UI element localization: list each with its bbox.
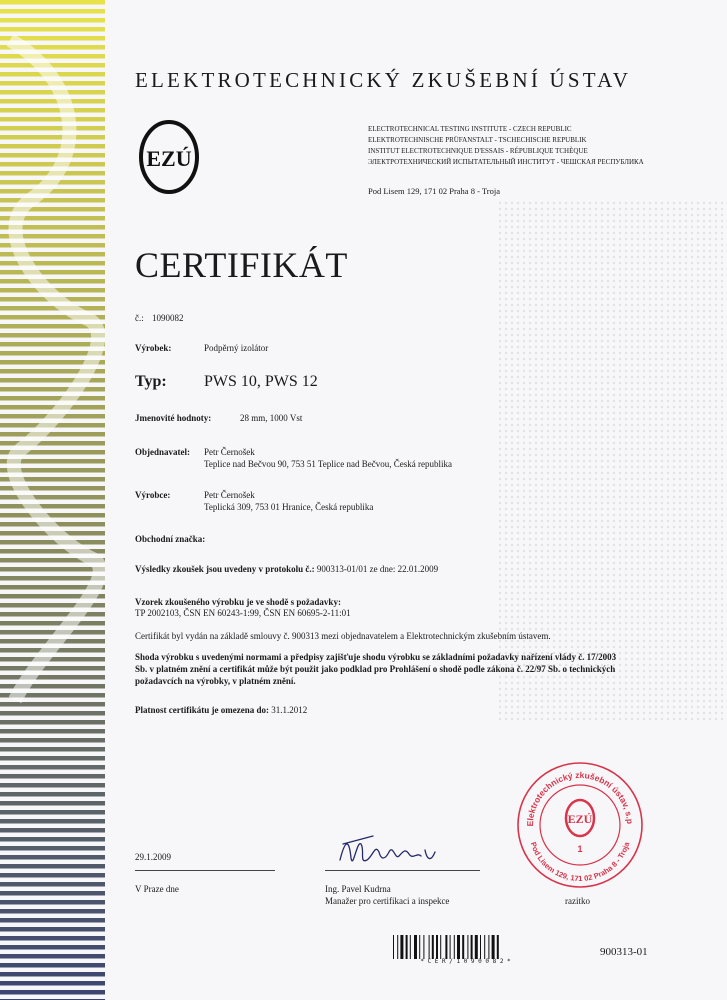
ezu-logo-text: EZÚ [146,146,192,171]
product-value: Podpěrný izolátor [204,343,269,353]
stripe [0,819,105,824]
ezu-logo-icon [138,118,200,196]
barcode-bar [497,935,499,959]
barcode-bar [462,935,464,959]
conformity-line: Shoda výrobku s uvedenými normami a předpisy zajišťuje shodu výrobku se základními požadavky nařízení vlády č. 17/2003 [135,652,617,662]
stripe [0,270,105,275]
institute-address: Pod Lisem 129, 171 02 Praha 8 - Troja [368,186,500,196]
stripe [0,900,105,905]
stripe [0,153,105,158]
stripe [0,945,105,950]
stripe [0,918,105,923]
decorative-stripes [0,0,105,1000]
barcode-bar [414,935,417,959]
customer-address: Teplice nad Bečvou 90, 753 51 Teplice nad Bečvou, Česká republika [204,459,453,469]
stripe [0,117,105,122]
stripe [0,99,105,104]
validity-value: 31.1.2012 [271,705,308,715]
certificate-number-label: č.: [135,313,144,323]
stamp-logo-text: EZÚ [567,812,593,826]
stripe [0,387,105,392]
stripe [0,27,105,32]
manufacturer-address: Teplická 309, 753 01 Hranice, Česká republika [204,502,374,512]
stripe [0,657,105,662]
ratings-value: 28 mm, 1000 Vst [240,413,303,423]
date-line [135,870,275,871]
barcode-bar [488,935,489,959]
certificate-number: 1090082 [152,313,184,323]
barcode-bar [406,935,408,959]
certificate-number-row [135,313,184,323]
barcode-bar [445,935,447,959]
stripe [0,882,105,887]
stamp-label: razitko [565,896,590,906]
institute-name-fr: INSTITUT ELECTROTECHNIQUE D'ESSAIS - RÉPUBLIQUE TCHÈQUE [368,147,588,155]
barcode-text: * C E R / 1 0 9 0 0 8 2 * [420,958,511,965]
stripe [0,774,105,779]
certificate-title: CERTIFIKÁT [135,245,348,285]
stripe [0,342,105,347]
barcode-bar [467,935,468,959]
stamp-ring-text-top: Elektrotechnický zkušební ústav, s.p [524,769,636,827]
results-row [135,564,438,574]
customer-label: Objednavatel: [135,447,190,457]
manufacturer-label: Výrobce: [135,490,171,500]
official-stamp [515,760,645,890]
type-label: Typ: [135,373,167,390]
barcode-bar [419,935,420,959]
stamp-number: 1 [577,844,583,854]
place-label: V Praze dne [135,884,179,894]
handwritten-signature [335,830,445,872]
stripe [0,981,105,986]
stripe [0,126,105,131]
stripe [0,576,105,581]
barcode-bar [475,935,478,959]
barcode-bar [471,935,473,959]
stripe [0,729,105,734]
barcode-bar [397,935,398,959]
stripe [0,0,105,5]
barcode-bar [450,935,451,959]
ratings-label: Jmenovité hodnoty: [135,413,212,423]
barcode-bar [484,935,485,959]
stripe [0,801,105,806]
stripe [0,9,105,14]
stripe [0,828,105,833]
sample-value: TP 2002103, ČSN EN 60243-1:99, ČSN EN 60695-2-11:01 [135,608,351,618]
stripe [0,333,105,338]
barcode-bar [436,935,438,959]
institute-name-en: ELECTROTECHNICAL TESTING INSTITUTE - CZECH REPUBLIC [368,125,572,133]
stripe [0,738,105,743]
stripe [0,864,105,869]
issued-text: Certifikát byl vydán na základě smlouvy č. 900313 mezi objednavatelem a Elektrotechnickým zkušebním ústavem. [135,631,551,641]
stripe [0,621,105,626]
stripe [0,162,105,167]
institute-name-de: ELEKTROTECHNISCHE PRÜFANSTALT - TSCHECHISCHE REPUBLIK [368,136,587,144]
stripe [0,873,105,878]
stripe [0,792,105,797]
signer-title: Manažer pro certifikaci a inspekce [325,896,450,906]
type-value: PWS 10, PWS 12 [204,373,318,390]
issue-date: 29.1.2009 [135,852,171,862]
customer-name: Petr Černošek [204,447,255,457]
stripe [0,720,105,725]
barcode-bar [457,935,460,959]
barcode-bar [423,935,424,959]
stripe [0,855,105,860]
conformity-line: požadavcích na výrobky, v platném znění. [135,676,296,686]
stripe [0,954,105,959]
stripe [0,936,105,941]
stripe [0,630,105,635]
stripe [0,135,105,140]
stripe [0,909,105,914]
barcode-bar [492,935,495,959]
barcode-bar [429,935,430,959]
barcode-bar [440,935,441,959]
conformity-line: Sb. v platném znění a certifikát může být použit jako podklad pro Prohlášení o shodě podle zákona č. 22/97 Sb. o technických [135,664,616,674]
stripe [0,513,105,518]
stripe [0,504,105,509]
signature-line [325,870,480,871]
stripe [0,765,105,770]
stripe [0,495,105,500]
conformity-text [135,651,616,687]
stripe [0,666,105,671]
decorative-dot-pattern [497,200,727,720]
stripe [0,198,105,203]
institute-name-ru: ЭЛЕКТРОТЕХНИЧЕСКИЙ ИСПЫТАТЕЛЬНЫЙ ИНСТИТУТ - ЧЕШСКАЯ РЕСПУБЛИКА [368,158,644,166]
stripe [0,261,105,266]
stripe [0,540,105,545]
stripe [0,396,105,401]
stripe [0,279,105,284]
results-label: Výsledky zkoušek jsou uvedeny v protokolu č.: [135,564,315,574]
barcode-bar [393,935,394,959]
stripe [0,972,105,977]
barcode-bar [480,935,481,959]
stripe [0,927,105,932]
stripe [0,675,105,680]
trademark-label: Obchodní značka: [135,534,206,544]
barcode-bar [432,935,434,959]
stripe [0,144,105,149]
stripe [0,837,105,842]
product-label: Výrobek: [135,343,172,353]
stripe [0,567,105,572]
stripe [0,963,105,968]
institute-title: ELEKTROTECHNICKÝ ZKUŠEBNÍ ÚSTAV [135,68,632,92]
results-value: 900313-01/01 ze dne: 22.01.2009 [316,564,439,574]
stripe [0,108,105,113]
stripe [0,990,105,995]
manufacturer-name: Petr Černošek [204,490,255,500]
stripe [0,810,105,815]
stripe [0,891,105,896]
stripe [0,54,105,59]
sample-label: Vzorek zkoušeného výrobku je ve shodě s požadavky: [135,597,341,607]
barcode [393,935,538,959]
stripe [0,18,105,23]
signer-name: Ing. Pavel Kudrna [325,884,391,894]
barcode-bar [410,935,411,959]
stripe [0,756,105,761]
validity-row [135,705,307,715]
stamp-ring-text-bottom: Pod Lisem 129, 171 02 Praha 8 - Troja [528,840,632,884]
validity-label: Platnost certifikátu je omezena do: [135,705,269,715]
stripe [0,846,105,851]
institute-names [368,124,644,168]
stripe [0,306,105,311]
stripe [0,702,105,707]
protocol-number: 900313-01 [600,946,648,958]
stripe [0,747,105,752]
stripe [0,432,105,437]
stripe [0,711,105,716]
barcode-bar [454,935,455,959]
stripe [0,783,105,788]
barcode-bar [400,935,403,959]
stripe [0,612,105,617]
